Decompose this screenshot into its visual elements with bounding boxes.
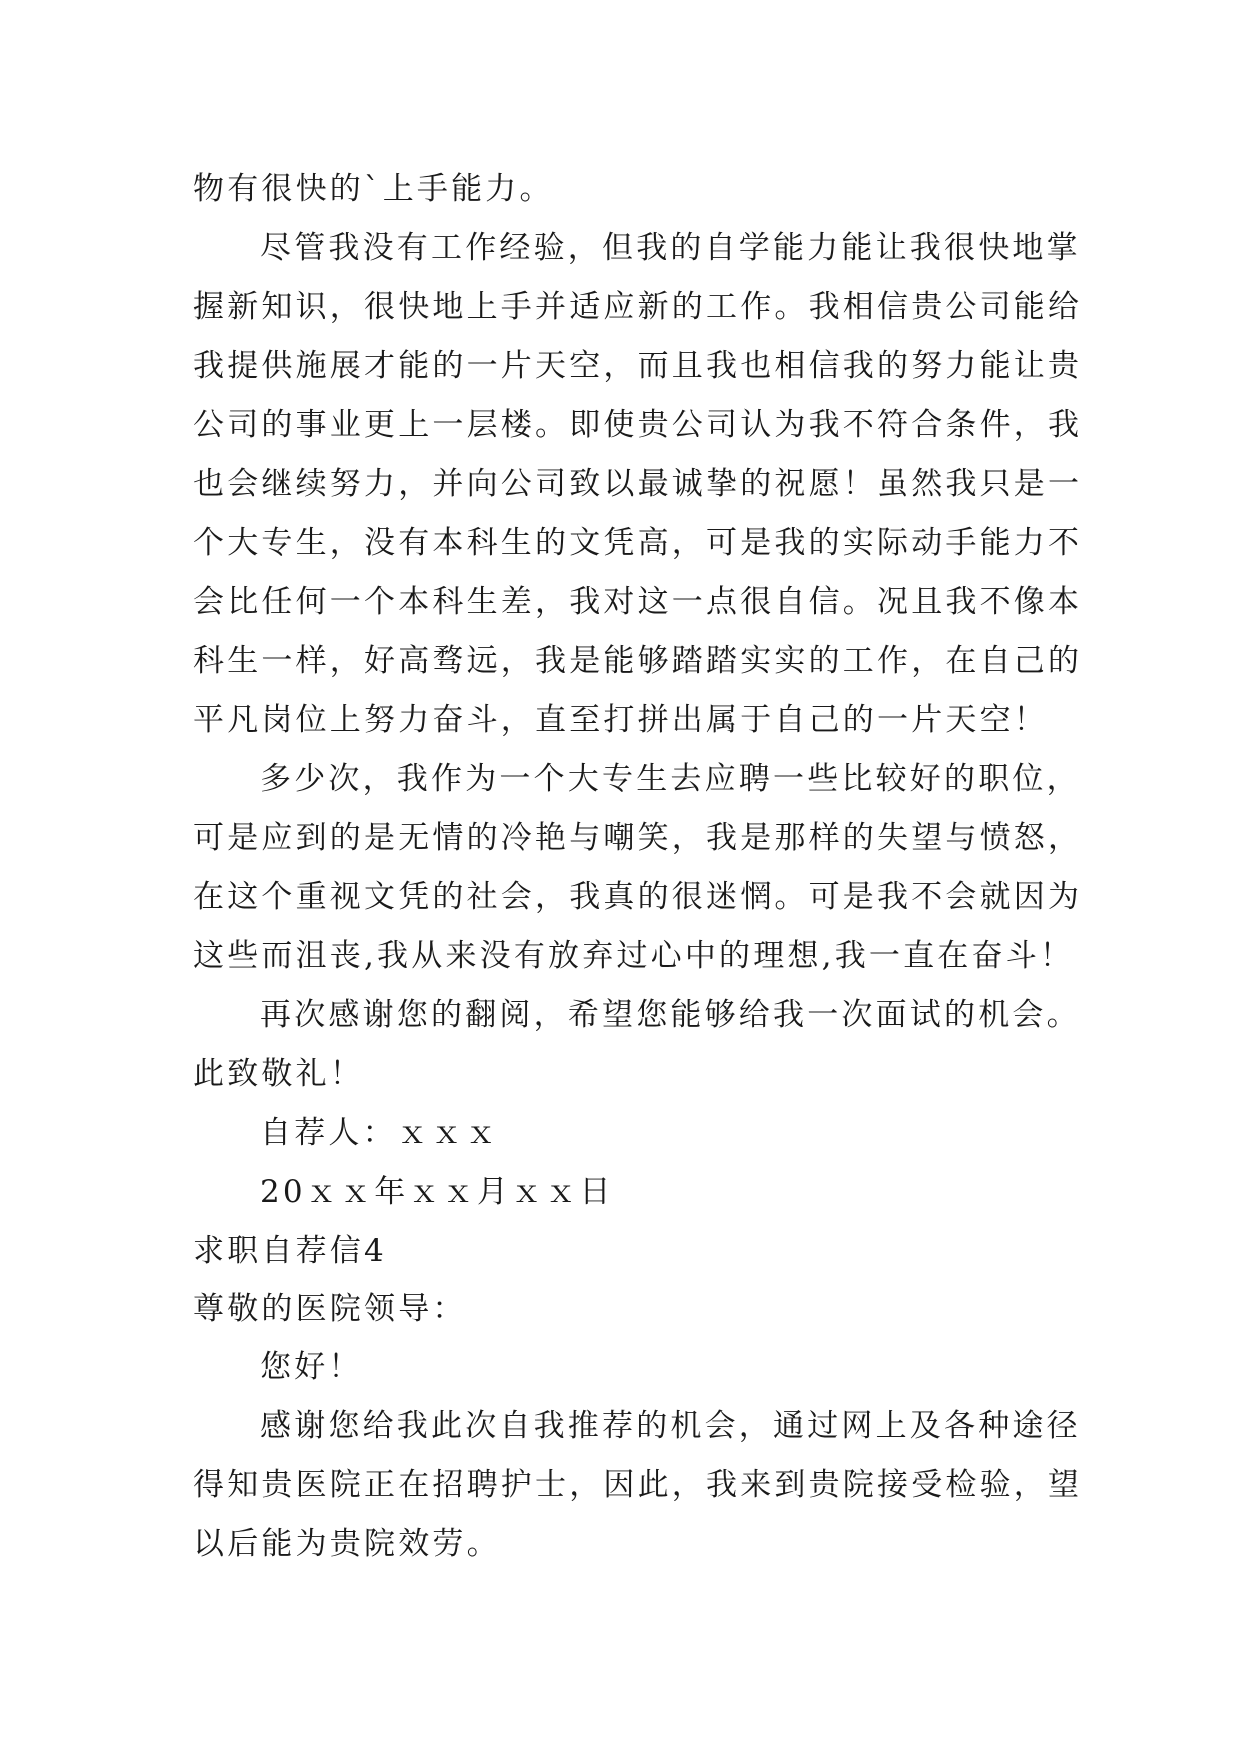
text-line: 科生一样，好高骛远，我是能够踏踏实实的工作，在自己的 — [193, 643, 1083, 679]
text-line: 得知贵医院正在招聘护士，因此，我来到贵院接受检验，望 — [193, 1467, 1083, 1503]
text-line: 这些而沮丧,我从来没有放弃过心中的理想,我一直在奋斗！ — [193, 938, 1075, 974]
text-line: 会比任何一个本科生差，我对这一点很自信。况且我不像本 — [193, 584, 1083, 620]
text-line: 个大专生，没有本科生的文凭高，可是我的实际动手能力不 — [193, 525, 1083, 561]
text-line: 在这个重视文凭的社会，我真的很迷惘。可是我不会就因为 — [193, 879, 1083, 915]
letter-greeting: 尊敬的医院领导： — [193, 1291, 467, 1327]
paragraph-line: 尽管我没有工作经验，但我的自学能力能让我很快地掌 — [260, 230, 1081, 266]
text-line: 握新知识，很快地上手并适应新的工作。我相信贵公司能给 — [193, 289, 1083, 325]
paragraph-line: 感谢您给我此次自我推荐的机会，通过网上及各种途径 — [260, 1408, 1081, 1444]
text-line: 可是应到的是无情的冷艳与嘲笑，我是那样的失望与愤怒， — [193, 820, 1083, 856]
closing-salutation: 此致敬礼！ — [193, 1056, 364, 1092]
text-line: 公司的事业更上一层楼。即使贵公司认为我不符合条件，我 — [193, 407, 1083, 443]
greeting-line: 您好！ — [260, 1349, 363, 1385]
date-line: 20ｘｘ年ｘｘ月ｘｘ日 — [260, 1174, 614, 1210]
paragraph-line: 多少次，我作为一个大专生去应聘一些比较好的职位， — [260, 761, 1081, 797]
text-line: 平凡岗位上努力奋斗，直至打拼出属于自己的一片天空！ — [193, 702, 1048, 738]
text-line: 以后能为贵院效劳。 — [193, 1526, 501, 1562]
document-body — [193, 160, 1083, 1574]
section-heading: 求职自荐信4 — [193, 1233, 387, 1269]
text-line: 也会继续努力，并向公司致以最诚挚的祝愿！虽然我只是一 — [193, 466, 1083, 502]
signature-line: 自荐人：ｘｘｘ — [260, 1115, 500, 1151]
paragraph-line: 再次感谢您的翻阅，希望您能够给我一次面试的机会。 — [260, 997, 1081, 1033]
text-line: 我提供施展才能的一片天空，而且我也相信我的努力能让贵 — [193, 348, 1083, 384]
text-line: 物有很快的`上手能力。 — [193, 171, 554, 207]
